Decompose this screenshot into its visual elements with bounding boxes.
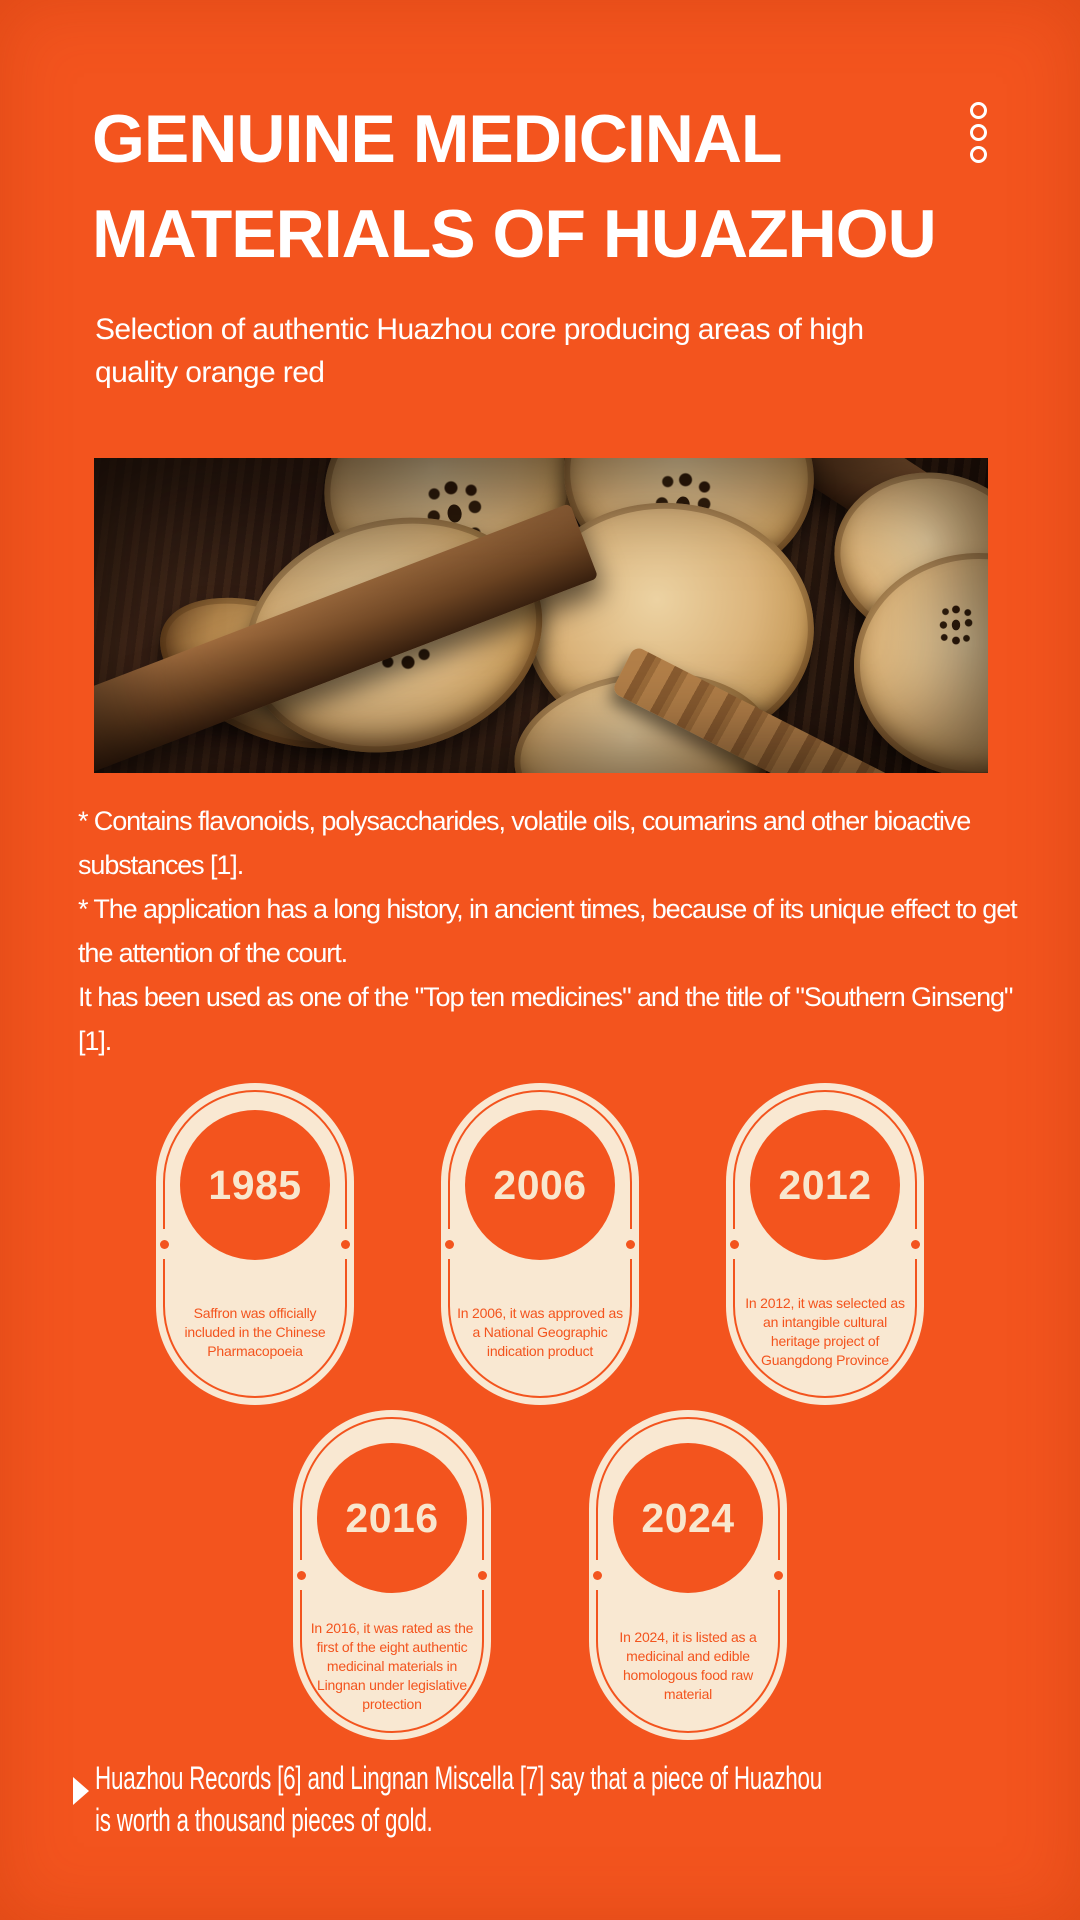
year-badge (613, 1443, 763, 1593)
year-label: 2016 (345, 1494, 439, 1541)
year-label: 2024 (641, 1494, 735, 1541)
milestone-text: In 2016, it was rated as the first of the eight authentic medicinal materials in Lingnan under legislative protection (310, 1619, 474, 1712)
timeline-node-dot (478, 1571, 487, 1580)
year-badge (465, 1110, 615, 1260)
year-badge (180, 1110, 330, 1260)
timeline-item-1985 (156, 1083, 354, 1405)
timeline-node-dot (160, 1240, 169, 1249)
page-title-line2: MATERIALS OF HUAZHOU (92, 196, 936, 272)
year-label: 1985 (208, 1161, 302, 1208)
year-label: 2006 (493, 1161, 587, 1208)
page-title-line1: GENUINE MEDICINAL (92, 101, 782, 177)
page-title (92, 92, 936, 282)
menu-dot (970, 102, 987, 119)
intro-paragraph-3: It has been used as one of the "Top ten medicines" and the title of "Southern Ginseng" [1]. (78, 982, 1013, 1056)
menu-dot (970, 146, 987, 163)
timeline-item-2006 (441, 1083, 639, 1405)
timeline-node-dot (593, 1571, 602, 1580)
footer-quote: Huazhou Records [6] and Lingnan Miscella [7] say that a piece of Huazhou is worth a thousand pieces of gold. (95, 1760, 823, 1838)
timeline-node-dot (626, 1240, 635, 1249)
timeline-node-dot (297, 1571, 306, 1580)
play-triangle-icon (73, 1777, 89, 1805)
product-photo (94, 458, 988, 773)
milestone-text: Saffron was officially included in the Chinese Pharmacopoeia (184, 1304, 326, 1359)
milestone-text: In 2024, it is listed as a medicinal and edible homologous food raw material (619, 1629, 757, 1702)
intro-paragraph-2: * The application has a long history, in ancient times, because of its unique effect to get the attention of the court. (78, 894, 1017, 968)
timeline-node-dot (774, 1571, 783, 1580)
timeline-row-2 (0, 1410, 1080, 1740)
timeline-item-2024 (589, 1410, 787, 1740)
slice-seeds (952, 620, 960, 631)
timeline-item-2016 (293, 1410, 491, 1740)
timeline-node-dot (341, 1240, 350, 1249)
timeline-row-1 (0, 1083, 1080, 1405)
intro-paragraph-1: * Contains flavonoids, polysaccharides, volatile oils, coumarins and other bioactive substances [1]. (78, 806, 971, 880)
overflow-menu-icon[interactable] (970, 102, 987, 163)
milestone-text: In 2012, it was selected as an intangible cultural heritage project of Guangdong Province (745, 1295, 905, 1368)
year-label: 2012 (778, 1161, 872, 1208)
timeline-item-2012 (726, 1083, 924, 1405)
timeline-node-dot (911, 1240, 920, 1249)
year-badge (317, 1443, 467, 1593)
timeline-node-dot (445, 1240, 454, 1249)
timeline-node-dot (730, 1240, 739, 1249)
menu-dot (970, 124, 987, 141)
page-subtitle: Selection of authentic Huazhou core producing areas of high quality orange red (95, 313, 864, 389)
year-badge (750, 1110, 900, 1260)
milestone-text: In 2006, it was approved as a National Geographic indication product (457, 1304, 623, 1359)
intro-paragraphs (78, 799, 1043, 1063)
